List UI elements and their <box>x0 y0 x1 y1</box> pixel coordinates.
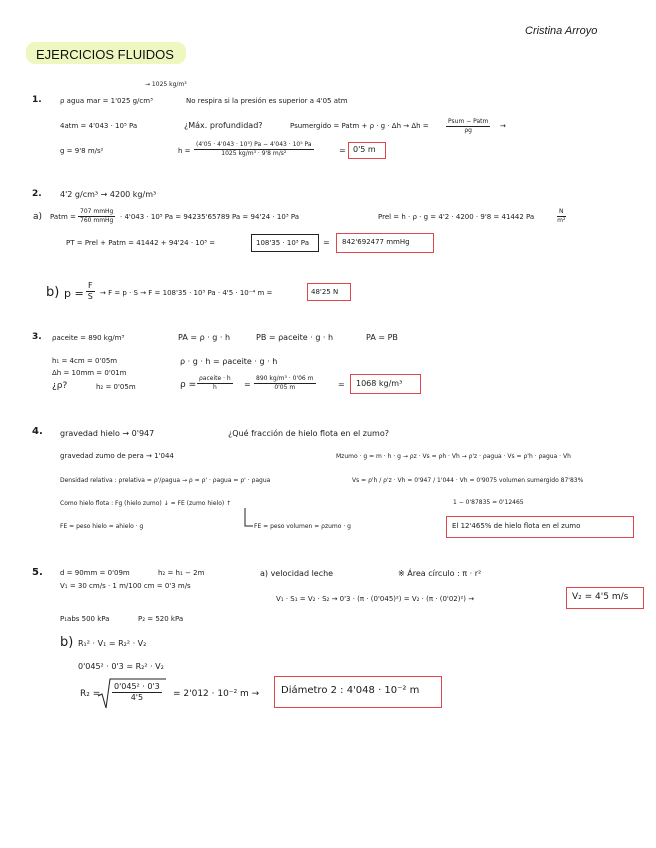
ex1-formula-numerator: Psum − Patm <box>448 118 489 125</box>
ex5-b2: 0'045² · 0'3 = R₂² · V₂ <box>78 662 164 671</box>
ex3-density: ρaceite = 890 kg/m³ <box>52 334 125 342</box>
ex3-line2: ρ · g · h = ρaceite · g · h <box>180 357 278 366</box>
ex2-part-a: a) <box>33 212 43 222</box>
ex4-branch-arrow <box>244 508 254 528</box>
ex3-equals-1: = <box>244 380 251 389</box>
author-name: Cristina Arroyo <box>525 25 598 37</box>
ex5-b1: R₁² · V₁ = R₂² · V₂ <box>78 639 147 648</box>
ex2-patm-fraction <box>78 209 115 224</box>
ex5-v2: V₂ = 4'5 m/s <box>572 592 629 602</box>
ex5-r2-numerator: 0'045² · 0'3 <box>114 682 160 691</box>
ex1-number: 1. <box>32 95 42 105</box>
ex2-pb-prefix: p = <box>64 287 84 300</box>
ex1-h-fraction <box>194 142 314 157</box>
page-title-highlight <box>26 42 186 64</box>
ex4-like: Como hielo flota : Fg (hielo zumo) ↓ = FE (zumo hielo) ↑ <box>60 500 232 507</box>
ex4-ice: gravedad hielo → 0'947 <box>60 429 155 438</box>
ex5-h: h₂ = h₁ − 2m <box>158 569 205 577</box>
ex2-prel-unit-num: N <box>559 208 564 215</box>
ex2-patm-rest: · 4'043 · 10⁵ Pa = 94235'65789 Pa = 94'24 · 10³ Pa <box>120 213 300 221</box>
ex3-equals-2: = <box>338 380 345 389</box>
ex2-patm-prefix: Patm = <box>50 213 76 221</box>
ex2-pb-denominator: S <box>87 292 93 301</box>
ex5-part-b: b) <box>60 635 74 650</box>
ex2-pt-box-value: 108'35 · 10³ Pa <box>256 239 310 247</box>
ex4-juice: gravedad zumo de pera → 1'044 <box>60 452 174 460</box>
ex5-r2-denominator: 4'5 <box>130 693 144 702</box>
ex2-pt-result: 842'692477 mmHg <box>342 238 410 246</box>
ex4-number: 4. <box>32 426 43 437</box>
ex5-p1: P₁abs 500 kPa <box>60 615 110 623</box>
ex5-p2: P₂ = 520 kPa <box>138 615 184 623</box>
ex2-density: 4'2 g/cm³ → 4200 kg/m³ <box>60 190 157 199</box>
ex2-pt-equals: = <box>323 238 330 247</box>
ex2-part-b: b) <box>46 285 60 300</box>
ex3-fraction-2-den: 0'05 m <box>274 384 296 391</box>
ex4-rel-density: Densidad relativa : ρrelativa = ρ'/ρagua → ρ = ρ' · ρagua = ρ' · ρagua <box>60 477 271 484</box>
ex1-density: ρ agua mar = 1'025 g/cm³ <box>60 97 153 105</box>
ex1-formula-fraction <box>446 119 490 134</box>
ex5-number: 5. <box>32 567 43 578</box>
ex3-number: 3. <box>32 332 42 342</box>
ex3-h1: h₁ = 4cm = 0'05m <box>52 357 118 365</box>
ex5-r2-prefix: R₂ = <box>80 689 101 699</box>
page-title: EJERCICIOS FLUIDOS <box>36 47 174 62</box>
ex1-h-denominator: 1025 kg/m³ · 9'8 m/s² <box>221 150 287 157</box>
ex4-eq3: 1 − 0'87835 = 0'12465 <box>453 499 524 506</box>
ex1-note: No respira si la presión es superior a 4'05 atm <box>186 97 348 105</box>
ex3-rho-prefix: ρ = <box>180 380 197 390</box>
ex1-arrow: → <box>500 122 506 130</box>
ex3-dh: Δh = 10mm = 0'01m <box>52 369 127 377</box>
ex4-eq1: Mzumo · g = m · h · g → ρz · Vs = ρh · Vh → ρ'z · ρagua · Vs = ρ'h · ρagua · Vh <box>336 453 571 460</box>
ex3-fraction-1-num: ρaceite · h <box>199 375 231 382</box>
ex1-question: ¿Máx. profundidad? <box>184 121 263 130</box>
ex4-fe: FE = peso volumen = ρzumo · g <box>254 523 351 530</box>
ex3-question: ¿ρ? <box>52 381 68 391</box>
ex1-h-prefix: h = <box>178 147 191 155</box>
ex2-number: 2. <box>32 189 42 199</box>
ex2-prel-unit <box>557 209 566 224</box>
ex5-diameter: d = 90mm = 0'09m <box>60 569 130 577</box>
ex3-pb: PB = ρaceite · g · h <box>256 333 334 342</box>
ex4-fg: FE = peso hielo = ahielo · g <box>60 523 144 530</box>
ex3-fraction-1-den: h <box>212 384 217 391</box>
ex5-diameter-result: Diámetro 2 : 4'048 · 10⁻² m <box>281 685 420 696</box>
ex2-patm-denominator: 760 mmHg <box>80 217 114 224</box>
ex4-question: ¿Qué fracción de hielo flota en el zumo? <box>228 429 389 438</box>
ex2-pb-result: 48'25 N <box>311 288 339 296</box>
ex3-result: 1068 kg/m³ <box>356 379 403 388</box>
ex1-formula-denominator: ρg <box>464 127 472 134</box>
ex1-gravity: g = 9'8 m/s² <box>60 147 104 155</box>
ex3-equality: PA = PB <box>366 333 398 342</box>
ex1-h-numerator: (4'05 · 4'043 · 10⁵) Pa − 4'043 · 10⁵ Pa <box>196 141 312 148</box>
ex2-pt: PT = Prel + Patm = 41442 + 94'24 · 10³ = <box>66 239 216 247</box>
ex2-pb-rest: → F = p · S → F = 108'35 · 10³ Pa · 4'5 · 10⁻⁴ m = <box>100 289 273 297</box>
ex4-result: El 12'465% de hielo flota en el zumo <box>452 522 581 530</box>
ex1-formula: Psumergido = Patm + ρ · g · Δh → Δh = <box>290 122 429 130</box>
ex1-density-conversion: → 1025 kg/m³ <box>145 81 187 88</box>
ex5-area-note: ※ Área círculo : π · r² <box>398 569 482 578</box>
ex2-pb-numerator: F <box>88 281 93 290</box>
ex5-v1: V₁ = 30 cm/s · 1 m/100 cm = 0'3 m/s <box>60 582 191 590</box>
ex5-r2-fraction <box>112 683 162 702</box>
ex1-result: 0'5 m <box>353 145 376 154</box>
ex2-patm-numerator: 707 mmHg <box>80 208 114 215</box>
ex4-eq2: Vs = ρ'h / ρ'z · Vh = 0'947 / 1'044 · Vh = 0'9075 volumen sumergido 87'83% <box>352 477 584 484</box>
ex2-prel-unit-den: m² <box>557 217 566 224</box>
ex5-continuity: V₁ · S₁ = V₂ · S₂ → 0'3 · (π · (0'045)²) = V₂ · (π · (0'02)²) → <box>276 595 475 603</box>
ex1-h-equals: = <box>339 146 346 155</box>
ex2-pb-fraction <box>86 282 95 301</box>
ex3-h2: h₂ = 0'05m <box>96 383 136 391</box>
ex5-r2-value: = 2'012 · 10⁻² m → <box>173 689 260 699</box>
ex2-prel: Prel = h · ρ · g = 4'2 · 4200 · 9'8 = 41442 Pa <box>378 213 535 221</box>
ex3-fraction-1 <box>197 376 233 391</box>
ex3-pa: PA = ρ · g · h <box>178 333 231 342</box>
ex3-fraction-2-num: 890 kg/m³ · 0'06 m <box>256 375 314 382</box>
ex3-fraction-2 <box>254 376 316 391</box>
ex5-part-a: a) velocidad leche <box>260 569 334 578</box>
ex1-atm: 4atm = 4'043 · 10⁵ Pa <box>60 122 138 130</box>
